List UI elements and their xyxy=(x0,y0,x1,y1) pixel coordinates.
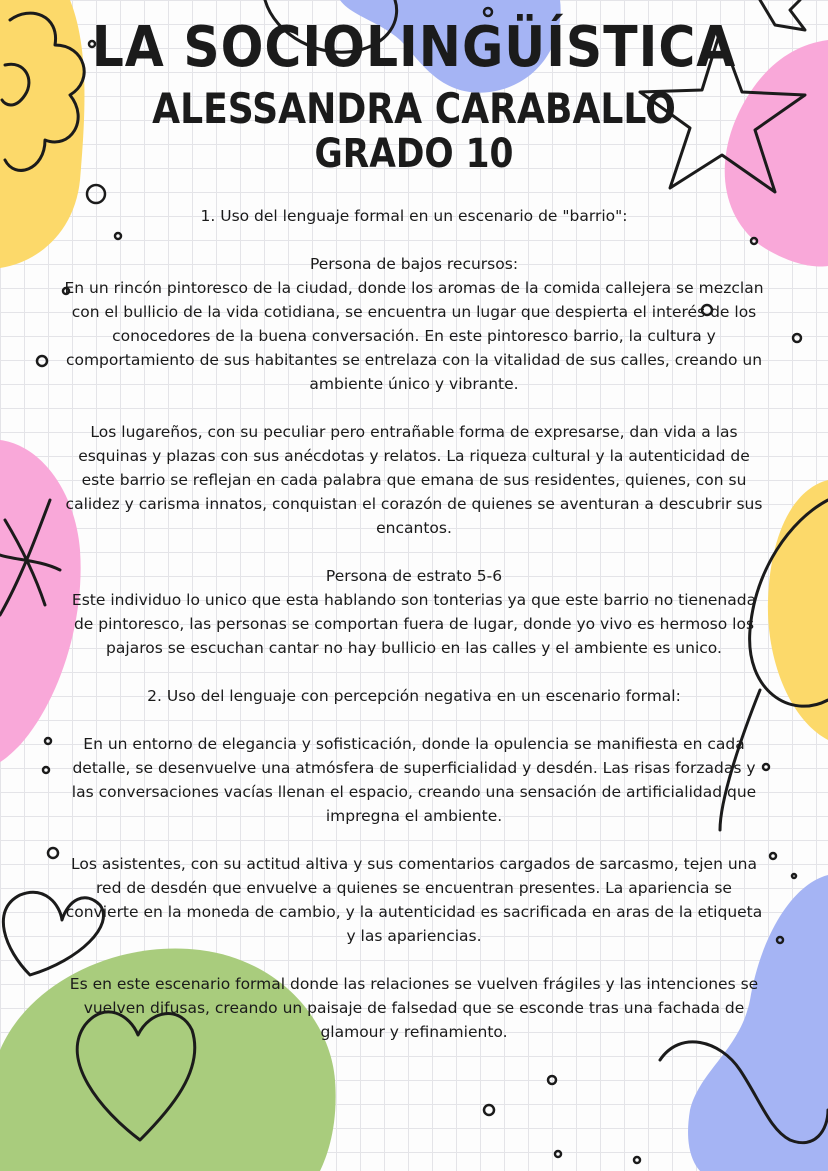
section-2-paragraph-3: Es en este escenario formal donde las relaciones se vuelven frágiles y las intenciones se vuelven difusas, creando un paisaje de falsedad que se esconde tras una fachada de glamour y refinamiento. xyxy=(69,975,759,1041)
section-2-paragraph-2: Los asistentes, con su actitud altiva y sus comentarios cargados de sarcasmo, tejen una red de desdén que envuelve a quienes se encuentran presentes. La apariencia se convierte en la moneda de cambio, y la autenticidad es sacrificada en aras de la etiqueta y las apariencias. xyxy=(65,855,763,945)
low-income-subheading: Persona de bajos recursos: xyxy=(309,255,519,273)
section-1-heading: 1. Uso del lenguaje formal en un escenario de "barrio": xyxy=(200,207,628,225)
author-name: ALESSANDRA CARABALLO xyxy=(152,84,676,133)
section-1-paragraph-1: En un rincón pintoresco de la ciudad, donde los aromas de la comida callejera se mezclan con el bullicio de la vida cotidiana, se encuentra un lugar que despierta el interés de los conocedores de la buena conversación. En este pintoresco barrio, la cultura y comportamiento de sus habitantes se entrelaza con la vitalidad de sus calles, creando un ambiente único y vibrante. xyxy=(64,279,764,393)
page-title: LA SOCIOLINGÜÍSTICA xyxy=(91,15,737,80)
section-2-paragraph-1: En un entorno de elegancia y sofisticación, donde la opulencia se manifiesta en cada detalle, se desenvuelve una atmósfera de superficialidad y desdén. Las risas forzadas y las conversaciones vacías llenan el espacio, creando una sensación de artificialidad que impregna el ambiente. xyxy=(71,735,757,825)
grade-label: GRADO 10 xyxy=(314,131,514,177)
document-body xyxy=(64,204,764,1044)
section-1-paragraph-3: Este individuo lo unico que esta hablando son tonterias ya que este barrio no tienenada de pintoresco, las personas se comportan fuera de lugar, donde yo vivo es hermoso los pajaros se escuchan cantar no hay bullicio en las calles y el ambiente es unico. xyxy=(71,591,757,657)
high-income-subheading: Persona de estrato 5-6 xyxy=(325,567,503,585)
section-1-paragraph-2: Los lugareños, con su peculiar pero entrañable forma de expresarse, dan vida a las esquinas y plazas con sus anécdotas y relatos. La riqueza cultural y la autenticidad de este barrio se reflejan en cada palabra que emana de sus residentes, quienes, con su calidez y carisma innatos, conquistan el corazón de quienes se aventuran a descubrir sus encantos. xyxy=(65,423,763,537)
section-2-heading: 2. Uso del lenguaje con percepción negativa en un escenario formal: xyxy=(147,687,681,705)
